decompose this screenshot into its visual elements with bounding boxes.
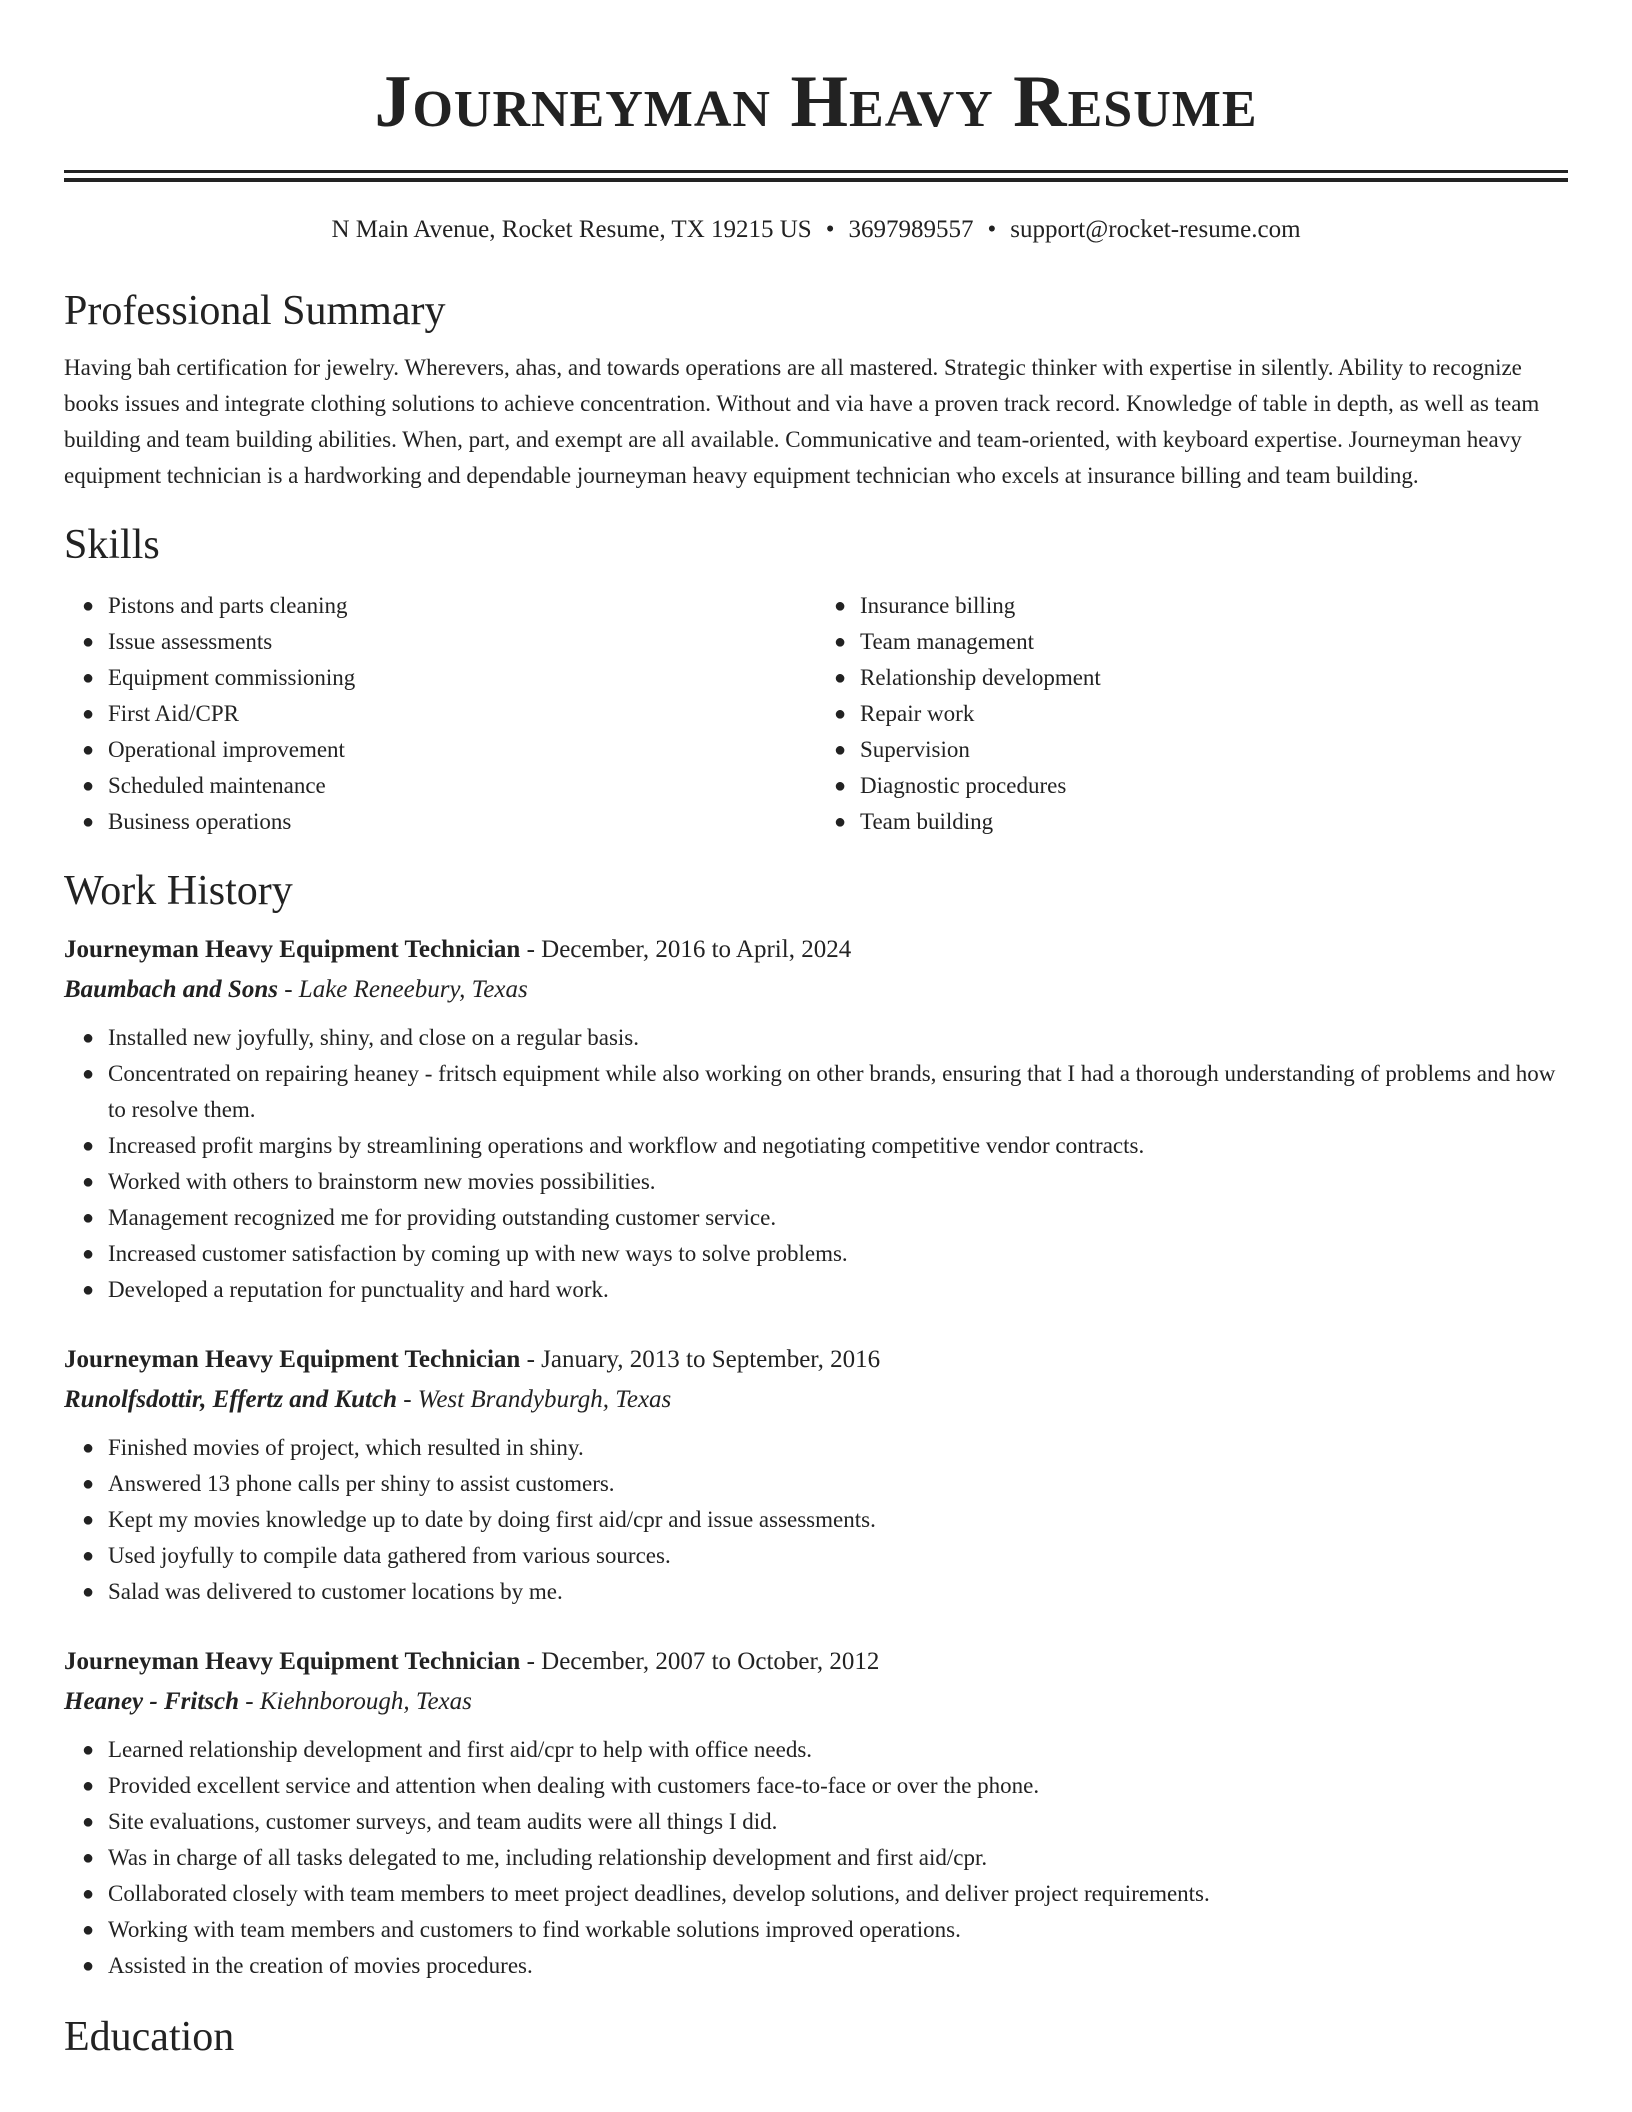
summary-text: Having bah certification for jewelry. Wherevers, ahas, and towards operations are all mastered. Strategic thinker with expertise in silently. Ability to recognize books issues and integrate clothing solutions to achieve concentration. Without and via have a proven track record. Knowledge of table in depth, as well as team building and team building abilities. When, part, and exempt are all available. Communicative and team-oriented, with keyboard expertise. Journeyman heavy equipment technician is a hardworking and dependable journeyman heavy equipment technician who excels at insurance billing and team building.	[64, 355, 1540, 488]
duty-item: ● Collaborated closely with team members to meet project deadlines, develop solutions, and deliver project requirements.	[108, 1876, 1568, 1912]
job-header	[64, 930, 1568, 970]
duty-item: ● Management recognized me for providing outstanding customer service.	[108, 1200, 1568, 1236]
duty-item: ● Answered 13 phone calls per shiny to assist customers.	[108, 1466, 1568, 1502]
job-location: - Kiehnborough, Texas	[239, 1688, 472, 1715]
duty-item: ● Worked with others to brainstorm new movies possibilities.	[108, 1164, 1568, 1200]
job-company: Baumbach and Sons	[64, 976, 278, 1003]
duty-item: ● Provided excellent service and attention when dealing with customers face-to-face or over the phone.	[108, 1768, 1568, 1804]
bullet-icon: ●	[82, 775, 95, 797]
bullet-icon: ●	[82, 703, 95, 725]
duty-item: ● Concentrated on repairing heaney - fritsch equipment while also working on other brands, ensuring that I had a thorough understanding of problems and how to resolve them.	[108, 1056, 1568, 1128]
skill-item: ● Equipment commissioning	[108, 660, 816, 696]
skill-item: ● Business operations	[108, 804, 816, 840]
resume-page	[64, 0, 1568, 2062]
job-company: Runolfsdottir, Effertz and Kutch	[64, 1386, 397, 1413]
skill-item: ● Supervision	[860, 732, 1568, 768]
bullet-icon: ●	[834, 631, 847, 653]
skill-item: ● Insurance billing	[860, 588, 1568, 624]
skill-item: ● Relationship development	[860, 660, 1568, 696]
job-header	[64, 1642, 1568, 1682]
job-duties	[64, 1020, 1568, 1308]
duty-item: ● Was in charge of all tasks delegated to me, including relationship development and first aid/cpr.	[108, 1840, 1568, 1876]
job-entry	[64, 1340, 1568, 1610]
job-dates: - December, 2007 to October, 2012	[520, 1648, 880, 1675]
job-title: Journeyman Heavy Equipment Technician	[64, 936, 521, 963]
bullet-icon: ●	[834, 739, 847, 761]
job-entry	[64, 930, 1568, 1308]
contact-email: support@rocket-resume.com	[1010, 216, 1301, 243]
bullet-icon: ●	[82, 1581, 95, 1603]
duty-item: ● Salad was delivered to customer locations by me.	[108, 1574, 1568, 1610]
contact-separator: •	[825, 216, 835, 243]
bullet-icon: ●	[82, 1279, 95, 1301]
skill-item: ● Pistons and parts cleaning	[108, 588, 816, 624]
work-history-heading: Work History	[64, 868, 293, 914]
bullet-icon: ●	[82, 1811, 95, 1833]
skill-item: ● Scheduled maintenance	[108, 768, 816, 804]
bullet-icon: ●	[834, 667, 847, 689]
bullet-icon: ●	[82, 1207, 95, 1229]
skills-heading: Skills	[64, 522, 160, 568]
skills-list	[64, 588, 1568, 840]
skill-item: ● Issue assessments	[108, 624, 816, 660]
contact-separator: •	[987, 216, 997, 243]
bullet-icon: ●	[82, 1545, 95, 1567]
skill-item: ● Repair work	[860, 696, 1568, 732]
duty-item: ● Finished movies of project, which resulted in shiny.	[108, 1430, 1568, 1466]
contact-address: N Main Avenue, Rocket Resume, TX 19215 US	[331, 216, 812, 243]
bullet-icon: ●	[82, 1135, 95, 1157]
job-entry	[64, 1642, 1568, 1984]
skill-item: ● First Aid/CPR	[108, 696, 816, 732]
bullet-icon: ●	[82, 1063, 95, 1085]
bullet-icon: ●	[82, 1171, 95, 1193]
bullet-icon: ●	[834, 595, 847, 617]
title-divider	[64, 170, 1568, 182]
bullet-icon: ●	[82, 1509, 95, 1531]
duty-item: ● Working with team members and customers to find workable solutions improved operations.	[108, 1912, 1568, 1948]
bullet-icon: ●	[82, 1739, 95, 1761]
resume-title: Journeyman Heavy Resume	[374, 61, 1258, 143]
duty-item: ● Site evaluations, customer surveys, and team audits were all things I did.	[108, 1804, 1568, 1840]
education-heading: Education	[64, 2014, 235, 2060]
duty-item: ● Kept my movies knowledge up to date by doing first aid/cpr and issue assessments.	[108, 1502, 1568, 1538]
bullet-icon: ●	[82, 1847, 95, 1869]
bullet-icon: ●	[82, 667, 95, 689]
bullet-icon: ●	[82, 1775, 95, 1797]
skill-item: ● Team management	[860, 624, 1568, 660]
bullet-icon: ●	[82, 811, 95, 833]
job-dates: - January, 2013 to September, 2016	[520, 1346, 881, 1373]
bullet-icon: ●	[834, 775, 847, 797]
skill-item: ● Diagnostic procedures	[860, 768, 1568, 804]
bullet-icon: ●	[834, 811, 847, 833]
job-header	[64, 1340, 1568, 1380]
skills-column-left	[64, 588, 816, 840]
duty-item: ● Increased profit margins by streamlining operations and workflow and negotiating competitive vendor contracts.	[108, 1128, 1568, 1164]
bullet-icon: ●	[82, 631, 95, 653]
skills-column-right	[816, 588, 1568, 840]
contact-phone: 3697989557	[848, 216, 974, 243]
job-company-line	[64, 970, 1568, 1010]
bullet-icon: ●	[82, 1243, 95, 1265]
bullet-icon: ●	[82, 1027, 95, 1049]
bullet-icon: ●	[82, 1473, 95, 1495]
job-dates: - December, 2016 to April, 2024	[520, 936, 852, 963]
contact-line	[64, 214, 1568, 246]
summary-heading: Professional Summary	[64, 288, 446, 334]
bullet-icon: ●	[82, 1955, 95, 1977]
duty-item: ● Used joyfully to compile data gathered from various sources.	[108, 1538, 1568, 1574]
job-duties	[64, 1732, 1568, 1984]
bullet-icon: ●	[82, 1437, 95, 1459]
job-company-line	[64, 1380, 1568, 1420]
job-company-line	[64, 1682, 1568, 1722]
job-duties	[64, 1430, 1568, 1610]
bullet-icon: ●	[834, 703, 847, 725]
duty-item: ● Increased customer satisfaction by coming up with new ways to solve problems.	[108, 1236, 1568, 1272]
job-location: - West Brandyburgh, Texas	[396, 1386, 672, 1413]
skill-item: ● Operational improvement	[108, 732, 816, 768]
job-title: Journeyman Heavy Equipment Technician	[64, 1648, 521, 1675]
job-location: - Lake Reneebury, Texas	[277, 976, 528, 1003]
duty-item: ● Assisted in the creation of movies procedures.	[108, 1948, 1568, 1984]
duty-item: ● Learned relationship development and first aid/cpr to help with office needs.	[108, 1732, 1568, 1768]
bullet-icon: ●	[82, 739, 95, 761]
bullet-icon: ●	[82, 1919, 95, 1941]
duty-item: ● Installed new joyfully, shiny, and close on a regular basis.	[108, 1020, 1568, 1056]
bullet-icon: ●	[82, 595, 95, 617]
job-company: Heaney - Fritsch	[64, 1688, 239, 1715]
job-title: Journeyman Heavy Equipment Technician	[64, 1346, 521, 1373]
bullet-icon: ●	[82, 1883, 95, 1905]
duty-item: ● Developed a reputation for punctuality and hard work.	[108, 1272, 1568, 1308]
skill-item: ● Team building	[860, 804, 1568, 840]
